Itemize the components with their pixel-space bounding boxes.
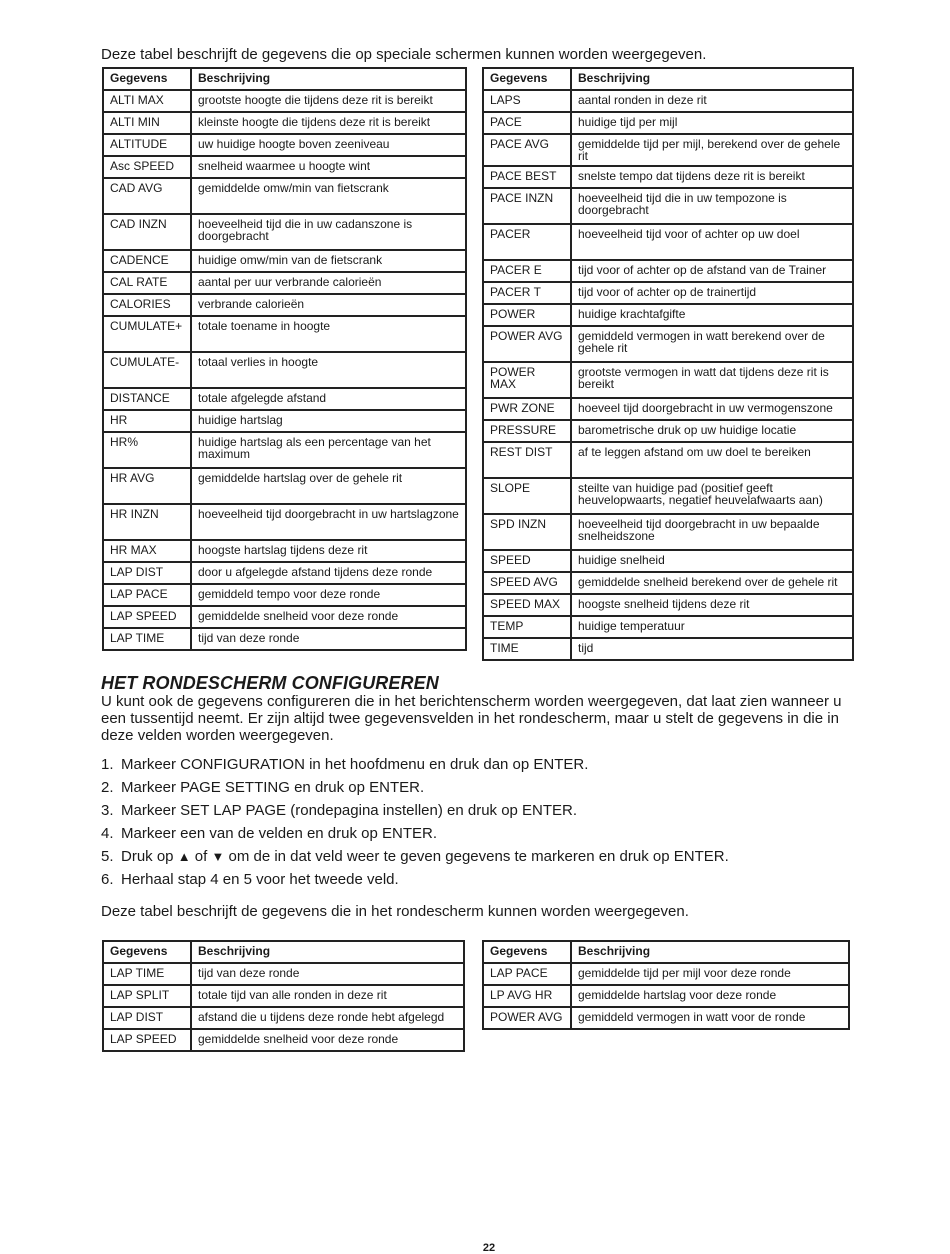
field-description: totaal verlies in hoogte: [191, 352, 466, 388]
step-text: Markeer een van de velden en druk op ENTER.: [121, 825, 438, 842]
field-description: huidige krachtafgifte: [571, 304, 853, 326]
field-description: snelste tempo dat tijdens deze rit is bereikt: [571, 166, 853, 188]
field-description: totale afgelegde afstand: [191, 388, 466, 410]
table-row: [103, 352, 466, 388]
field-name: HR%: [103, 432, 191, 468]
field-name: POWER AVG: [483, 1007, 571, 1029]
field-name: CAD AVG: [103, 178, 191, 214]
field-name: TIME: [483, 638, 571, 660]
step-number: 6.: [101, 871, 114, 888]
table-row: [103, 963, 464, 985]
field-name: LAP TIME: [103, 628, 191, 650]
field-name: CAL RATE: [103, 272, 191, 294]
step-text-post: om de in dat veld weer te geven gegevens te markeren en druk op ENTER.: [224, 848, 729, 865]
header-gegevens: Gegevens: [483, 68, 571, 90]
field-description: gemiddelde omw/min van fietscrank: [191, 178, 466, 214]
field-name: CAD INZN: [103, 214, 191, 250]
step-item: [101, 756, 729, 779]
step-text: Markeer PAGE SETTING en druk op ENTER.: [121, 779, 425, 796]
field-name: CUMULATE+: [103, 316, 191, 352]
table-row: [103, 272, 466, 294]
lap-screen-table-right: [482, 940, 850, 1030]
page-number: 22: [482, 1242, 496, 1254]
field-description: hoogste hartslag tijdens deze rit: [191, 540, 466, 562]
special-screens-table-right: [482, 67, 854, 661]
field-description: huidige hartslag als een percentage van het maximum: [191, 432, 466, 468]
field-description: grootste hoogte die tijdens deze rit is bereikt: [191, 90, 466, 112]
table-row: [103, 388, 466, 410]
field-name: CUMULATE-: [103, 352, 191, 388]
table-row: [483, 90, 853, 112]
field-description: hoeveelheid tijd doorgebracht in uw hartslagzone: [191, 504, 466, 540]
field-description: verbrande calorieën: [191, 294, 466, 316]
table-row: [103, 606, 466, 628]
field-description: aantal ronden in deze rit: [571, 90, 853, 112]
field-name: LAP TIME: [103, 963, 191, 985]
field-name: ALTI MAX: [103, 90, 191, 112]
field-description: totale tijd van alle ronden in deze rit: [191, 985, 464, 1007]
field-name: LAP PACE: [103, 584, 191, 606]
field-name: PACE BEST: [483, 166, 571, 188]
field-description: tijd van deze ronde: [191, 628, 466, 650]
field-name: PRESSURE: [483, 420, 571, 442]
table-row: [103, 1007, 464, 1029]
header-beschrijving: Beschrijving: [191, 68, 466, 90]
table-row: [483, 112, 853, 134]
field-name: SPEED: [483, 550, 571, 572]
table-row: [483, 985, 849, 1007]
field-name: POWER: [483, 304, 571, 326]
field-description: gemiddelde tijd per mijl, berekend over de gehele rit: [571, 134, 853, 166]
table-row: [483, 963, 849, 985]
field-name: PACE: [483, 112, 571, 134]
table-row: [483, 514, 853, 550]
field-name: LAP PACE: [483, 963, 571, 985]
table-row: [103, 432, 466, 468]
up-arrow-icon: ▲: [177, 849, 191, 864]
table-row: [103, 985, 464, 1007]
field-description: gemiddelde snelheid berekend over de gehele rit: [571, 572, 853, 594]
field-description: huidige tijd per mijl: [571, 112, 853, 134]
table-row: [103, 112, 466, 134]
field-description: af te leggen afstand om uw doel te bereiken: [571, 442, 853, 478]
field-description: kleinste hoogte die tijdens deze rit is bereikt: [191, 112, 466, 134]
field-name: CALORIES: [103, 294, 191, 316]
table-row: [483, 478, 853, 514]
table-row: [483, 550, 853, 572]
step-item: [101, 848, 729, 871]
field-description: gemiddelde tijd per mijl voor deze ronde: [571, 963, 849, 985]
field-name: LP AVG HR: [483, 985, 571, 1007]
table-row: [483, 188, 853, 224]
table-row: [483, 304, 853, 326]
table-row: [103, 562, 466, 584]
field-description: gemiddelde snelheid voor deze ronde: [191, 606, 466, 628]
field-description: tijd voor of achter op de afstand van de Trainer: [571, 260, 853, 282]
field-name: Asc SPEED: [103, 156, 191, 178]
table-row: [103, 178, 466, 214]
field-name: REST DIST: [483, 442, 571, 478]
field-name: SPEED MAX: [483, 594, 571, 616]
field-name: DISTANCE: [103, 388, 191, 410]
field-description: hoogste snelheid tijdens deze rit: [571, 594, 853, 616]
table-row: [483, 594, 853, 616]
table-row: [483, 442, 853, 478]
intro-text: Deze tabel beschrijft de gegevens die op speciale schermen kunnen worden weergegeven.: [101, 46, 707, 63]
field-description: gemiddelde hartslag over de gehele rit: [191, 468, 466, 504]
table-row: [103, 468, 466, 504]
field-description: gemiddeld vermogen in watt voor de ronde: [571, 1007, 849, 1029]
step-text: Markeer CONFIGURATION in het hoofdmenu en druk dan op ENTER.: [121, 756, 589, 773]
field-name: LAP DIST: [103, 562, 191, 584]
header-gegevens: Gegevens: [103, 941, 191, 963]
step-item: [101, 825, 729, 848]
table-row: [103, 134, 466, 156]
step-number: 5.: [101, 848, 114, 865]
field-description: barometrische druk op uw huidige locatie: [571, 420, 853, 442]
step-text: Herhaal stap 4 en 5 voor het tweede veld.: [121, 871, 399, 888]
field-description: gemiddelde hartslag voor deze ronde: [571, 985, 849, 1007]
field-name: POWER AVG: [483, 326, 571, 362]
field-name: HR: [103, 410, 191, 432]
lap-table-intro: Deze tabel beschrijft de gegevens die in het rondescherm kunnen worden weergegeven.: [101, 903, 689, 920]
field-name: ALTI MIN: [103, 112, 191, 134]
table-row: [483, 362, 853, 398]
step-item: [101, 802, 729, 825]
section-title: HET RONDESCHERM CONFIGUREREN: [101, 673, 439, 693]
field-description: hoeveelheid tijd voor of achter op uw doel: [571, 224, 853, 260]
field-description: hoeveelheid tijd doorgebracht in uw bepaalde snelheidszone: [571, 514, 853, 550]
field-description: hoeveelheid tijd die in uw tempozone is doorgebracht: [571, 188, 853, 224]
table-row: [483, 326, 853, 362]
field-description: grootste vermogen in watt dat tijdens deze rit is bereikt: [571, 362, 853, 398]
table-row: [103, 1029, 464, 1051]
field-description: hoeveelheid tijd die in uw cadanszone is doorgebracht: [191, 214, 466, 250]
field-description: tijd van deze ronde: [191, 963, 464, 985]
field-description: aantal per uur verbrande calorieën: [191, 272, 466, 294]
field-name: HR MAX: [103, 540, 191, 562]
step-number: 2.: [101, 779, 114, 796]
field-name: TEMP: [483, 616, 571, 638]
table-row: [103, 294, 466, 316]
header-beschrijving: Beschrijving: [571, 68, 853, 90]
field-name: SPEED AVG: [483, 572, 571, 594]
field-description: gemiddeld tempo voor deze ronde: [191, 584, 466, 606]
table-row: [483, 420, 853, 442]
field-name: HR INZN: [103, 504, 191, 540]
table-row: [103, 628, 466, 650]
step-number: 1.: [101, 756, 114, 773]
field-name: ALTITUDE: [103, 134, 191, 156]
table-row: [483, 282, 853, 304]
table-row: [103, 410, 466, 432]
special-screens-table-left: [102, 67, 467, 651]
table-row: [483, 224, 853, 260]
field-name: CADENCE: [103, 250, 191, 272]
field-name: SLOPE: [483, 478, 571, 514]
step-item: [101, 871, 729, 894]
step-number: 4.: [101, 825, 114, 842]
header-gegevens: Gegevens: [103, 68, 191, 90]
field-description: huidige temperatuur: [571, 616, 853, 638]
field-description: totale toename in hoogte: [191, 316, 466, 352]
field-name: LAP SPEED: [103, 606, 191, 628]
table-row: [483, 260, 853, 282]
table-row: [483, 572, 853, 594]
field-description: gemiddeld vermogen in watt berekend over de gehele rit: [571, 326, 853, 362]
header-gegevens: Gegevens: [483, 941, 571, 963]
field-description: tijd: [571, 638, 853, 660]
step-text: Markeer SET LAP PAGE (rondepagina instellen) en druk op ENTER.: [121, 802, 578, 819]
field-description: tijd voor of achter op de trainertijd: [571, 282, 853, 304]
lap-screen-table-left: [102, 940, 465, 1052]
step-number: 3.: [101, 802, 114, 819]
table-header-row: [103, 941, 464, 963]
table-header-row: [103, 68, 466, 90]
section-paragraph: U kunt ook de gegevens configureren die in het berichtenscherm worden weergegeven, dat laat zien wanneer u een tussentijd neemt. Er zijn altijd twee gegevensvelden in het rondescherm, maar u stelt de gegevens in die in deze velden worden weergegeven.: [101, 693, 842, 744]
table-row: [483, 166, 853, 188]
field-name: PACER T: [483, 282, 571, 304]
down-arrow-icon: ▼: [211, 849, 225, 864]
header-beschrijving: Beschrijving: [571, 941, 849, 963]
field-name: PACE INZN: [483, 188, 571, 224]
table-row: [103, 90, 466, 112]
field-name: HR AVG: [103, 468, 191, 504]
table-row: [483, 134, 853, 166]
table-row: [483, 616, 853, 638]
table-row: [483, 398, 853, 420]
field-description: hoeveel tijd doorgebracht in uw vermogenszone: [571, 398, 853, 420]
field-description: steilte van huidige pad (positief geeft heuvelopwaarts, negatief heuvelafwaarts aan): [571, 478, 853, 514]
field-description: huidige hartslag: [191, 410, 466, 432]
field-name: PACER: [483, 224, 571, 260]
table-row: [103, 584, 466, 606]
field-name: POWER MAX: [483, 362, 571, 398]
steps-list: [101, 756, 729, 894]
table-row: [483, 1007, 849, 1029]
field-name: LAP SPLIT: [103, 985, 191, 1007]
field-name: SPD INZN: [483, 514, 571, 550]
header-beschrijving: Beschrijving: [191, 941, 464, 963]
table-row: [103, 156, 466, 178]
table-header-row: [483, 68, 853, 90]
step-text-mid: of: [190, 848, 212, 865]
field-description: snelheid waarmee u hoogte wint: [191, 156, 466, 178]
step-text-pre: Druk op: [121, 848, 178, 865]
field-name: PWR ZONE: [483, 398, 571, 420]
field-name: PACE AVG: [483, 134, 571, 166]
step-item: [101, 779, 729, 802]
table-row: [103, 504, 466, 540]
field-name: LAP DIST: [103, 1007, 191, 1029]
table-row: [103, 540, 466, 562]
field-name: LAP SPEED: [103, 1029, 191, 1051]
field-description: door u afgelegde afstand tijdens deze ronde: [191, 562, 466, 584]
table-header-row: [483, 941, 849, 963]
field-description: uw huidige hoogte boven zeeniveau: [191, 134, 466, 156]
field-description: huidige snelheid: [571, 550, 853, 572]
table-row: [483, 638, 853, 660]
table-row: [103, 214, 466, 250]
field-description: afstand die u tijdens deze ronde hebt afgelegd: [191, 1007, 464, 1029]
table-row: [103, 316, 466, 352]
field-name: LAPS: [483, 90, 571, 112]
field-name: PACER E: [483, 260, 571, 282]
table-row: [103, 250, 466, 272]
field-description: huidige omw/min van de fietscrank: [191, 250, 466, 272]
field-description: gemiddelde snelheid voor deze ronde: [191, 1029, 464, 1051]
